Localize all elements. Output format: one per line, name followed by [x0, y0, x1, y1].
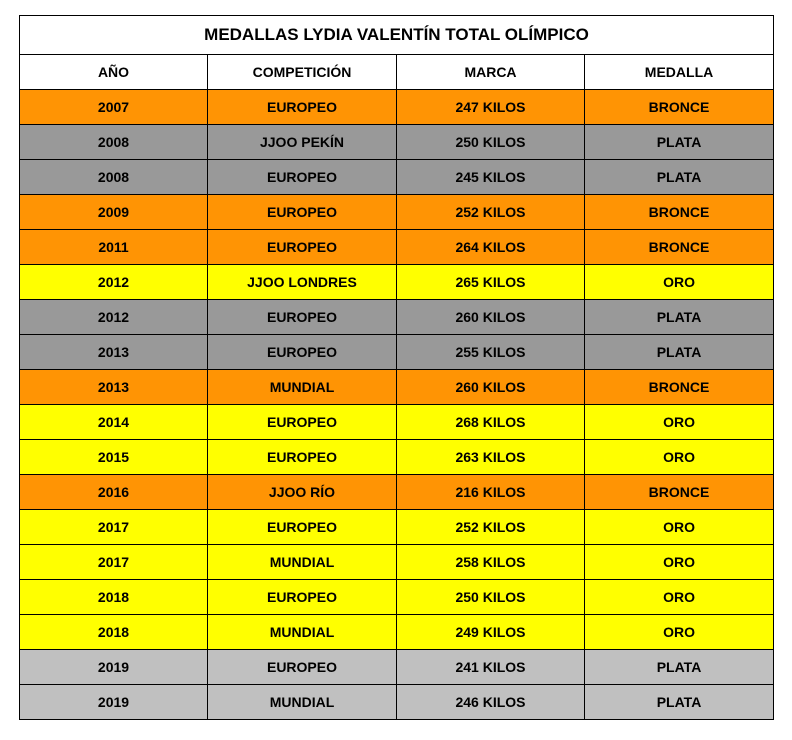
table-row — [20, 230, 774, 265]
cell-year: 2008 — [20, 160, 208, 195]
cell-year: 2017 — [20, 510, 208, 545]
cell-medal: ORO — [585, 265, 774, 300]
table-row — [20, 650, 774, 685]
cell-mark: 252 KILOS — [397, 510, 585, 545]
cell-competition: JJOO PEKÍN — [208, 125, 397, 160]
cell-competition: JJOO RÍO — [208, 475, 397, 510]
header-mark: MARCA — [397, 55, 585, 90]
cell-medal: BRONCE — [585, 195, 774, 230]
cell-year: 2014 — [20, 405, 208, 440]
cell-medal: ORO — [585, 615, 774, 650]
cell-mark: 245 KILOS — [397, 160, 585, 195]
cell-medal: PLATA — [585, 125, 774, 160]
cell-competition: EUROPEO — [208, 335, 397, 370]
cell-mark: 252 KILOS — [397, 195, 585, 230]
cell-competition: EUROPEO — [208, 300, 397, 335]
header-medal: MEDALLA — [585, 55, 774, 90]
cell-year: 2013 — [20, 335, 208, 370]
table-row — [20, 160, 774, 195]
cell-year: 2007 — [20, 90, 208, 125]
cell-mark: 250 KILOS — [397, 125, 585, 160]
cell-competition: MUNDIAL — [208, 370, 397, 405]
table-title: MEDALLAS LYDIA VALENTÍN TOTAL OLÍMPICO — [20, 16, 774, 55]
cell-medal: ORO — [585, 545, 774, 580]
header-competition: COMPETICIÓN — [208, 55, 397, 90]
table-row — [20, 440, 774, 475]
table-row — [20, 510, 774, 545]
header-year: AÑO — [20, 55, 208, 90]
cell-year: 2019 — [20, 685, 208, 720]
cell-year: 2011 — [20, 230, 208, 265]
cell-mark: 264 KILOS — [397, 230, 585, 265]
cell-medal: PLATA — [585, 335, 774, 370]
cell-year: 2019 — [20, 650, 208, 685]
table-row — [20, 90, 774, 125]
cell-competition: MUNDIAL — [208, 685, 397, 720]
cell-mark: 260 KILOS — [397, 300, 585, 335]
cell-year: 2012 — [20, 265, 208, 300]
cell-competition: EUROPEO — [208, 440, 397, 475]
cell-competition: EUROPEO — [208, 195, 397, 230]
cell-mark: 263 KILOS — [397, 440, 585, 475]
cell-medal: ORO — [585, 580, 774, 615]
cell-year: 2015 — [20, 440, 208, 475]
cell-competition: EUROPEO — [208, 510, 397, 545]
cell-mark: 260 KILOS — [397, 370, 585, 405]
medal-table — [19, 15, 774, 720]
cell-competition: EUROPEO — [208, 580, 397, 615]
table-row — [20, 125, 774, 160]
cell-year: 2013 — [20, 370, 208, 405]
cell-year: 2012 — [20, 300, 208, 335]
cell-competition: EUROPEO — [208, 650, 397, 685]
cell-medal: ORO — [585, 440, 774, 475]
cell-competition: MUNDIAL — [208, 615, 397, 650]
cell-year: 2018 — [20, 580, 208, 615]
cell-mark: 255 KILOS — [397, 335, 585, 370]
cell-medal: BRONCE — [585, 370, 774, 405]
cell-year: 2018 — [20, 615, 208, 650]
cell-year: 2017 — [20, 545, 208, 580]
cell-medal: PLATA — [585, 300, 774, 335]
table-row — [20, 615, 774, 650]
cell-competition: JJOO LONDRES — [208, 265, 397, 300]
cell-year: 2009 — [20, 195, 208, 230]
cell-medal: PLATA — [585, 160, 774, 195]
cell-mark: 241 KILOS — [397, 650, 585, 685]
cell-medal: BRONCE — [585, 230, 774, 265]
cell-medal: PLATA — [585, 650, 774, 685]
cell-competition: MUNDIAL — [208, 545, 397, 580]
cell-medal: BRONCE — [585, 475, 774, 510]
cell-mark: 216 KILOS — [397, 475, 585, 510]
header-row — [20, 55, 774, 90]
table-row — [20, 370, 774, 405]
cell-competition: EUROPEO — [208, 90, 397, 125]
cell-competition: EUROPEO — [208, 160, 397, 195]
cell-competition: EUROPEO — [208, 230, 397, 265]
cell-mark: 246 KILOS — [397, 685, 585, 720]
table-row — [20, 475, 774, 510]
table-row — [20, 300, 774, 335]
table-row — [20, 405, 774, 440]
title-row — [20, 16, 774, 55]
cell-mark: 249 KILOS — [397, 615, 585, 650]
cell-mark: 247 KILOS — [397, 90, 585, 125]
table-body — [20, 90, 774, 720]
cell-competition: EUROPEO — [208, 405, 397, 440]
table-row — [20, 265, 774, 300]
cell-mark: 268 KILOS — [397, 405, 585, 440]
cell-year: 2008 — [20, 125, 208, 160]
table-row — [20, 545, 774, 580]
cell-year: 2016 — [20, 475, 208, 510]
cell-medal: PLATA — [585, 685, 774, 720]
cell-medal: ORO — [585, 405, 774, 440]
cell-medal: ORO — [585, 510, 774, 545]
cell-medal: BRONCE — [585, 90, 774, 125]
cell-mark: 250 KILOS — [397, 580, 585, 615]
cell-mark: 265 KILOS — [397, 265, 585, 300]
table-row — [20, 195, 774, 230]
table-row — [20, 580, 774, 615]
cell-mark: 258 KILOS — [397, 545, 585, 580]
table-row — [20, 685, 774, 720]
table-row — [20, 335, 774, 370]
